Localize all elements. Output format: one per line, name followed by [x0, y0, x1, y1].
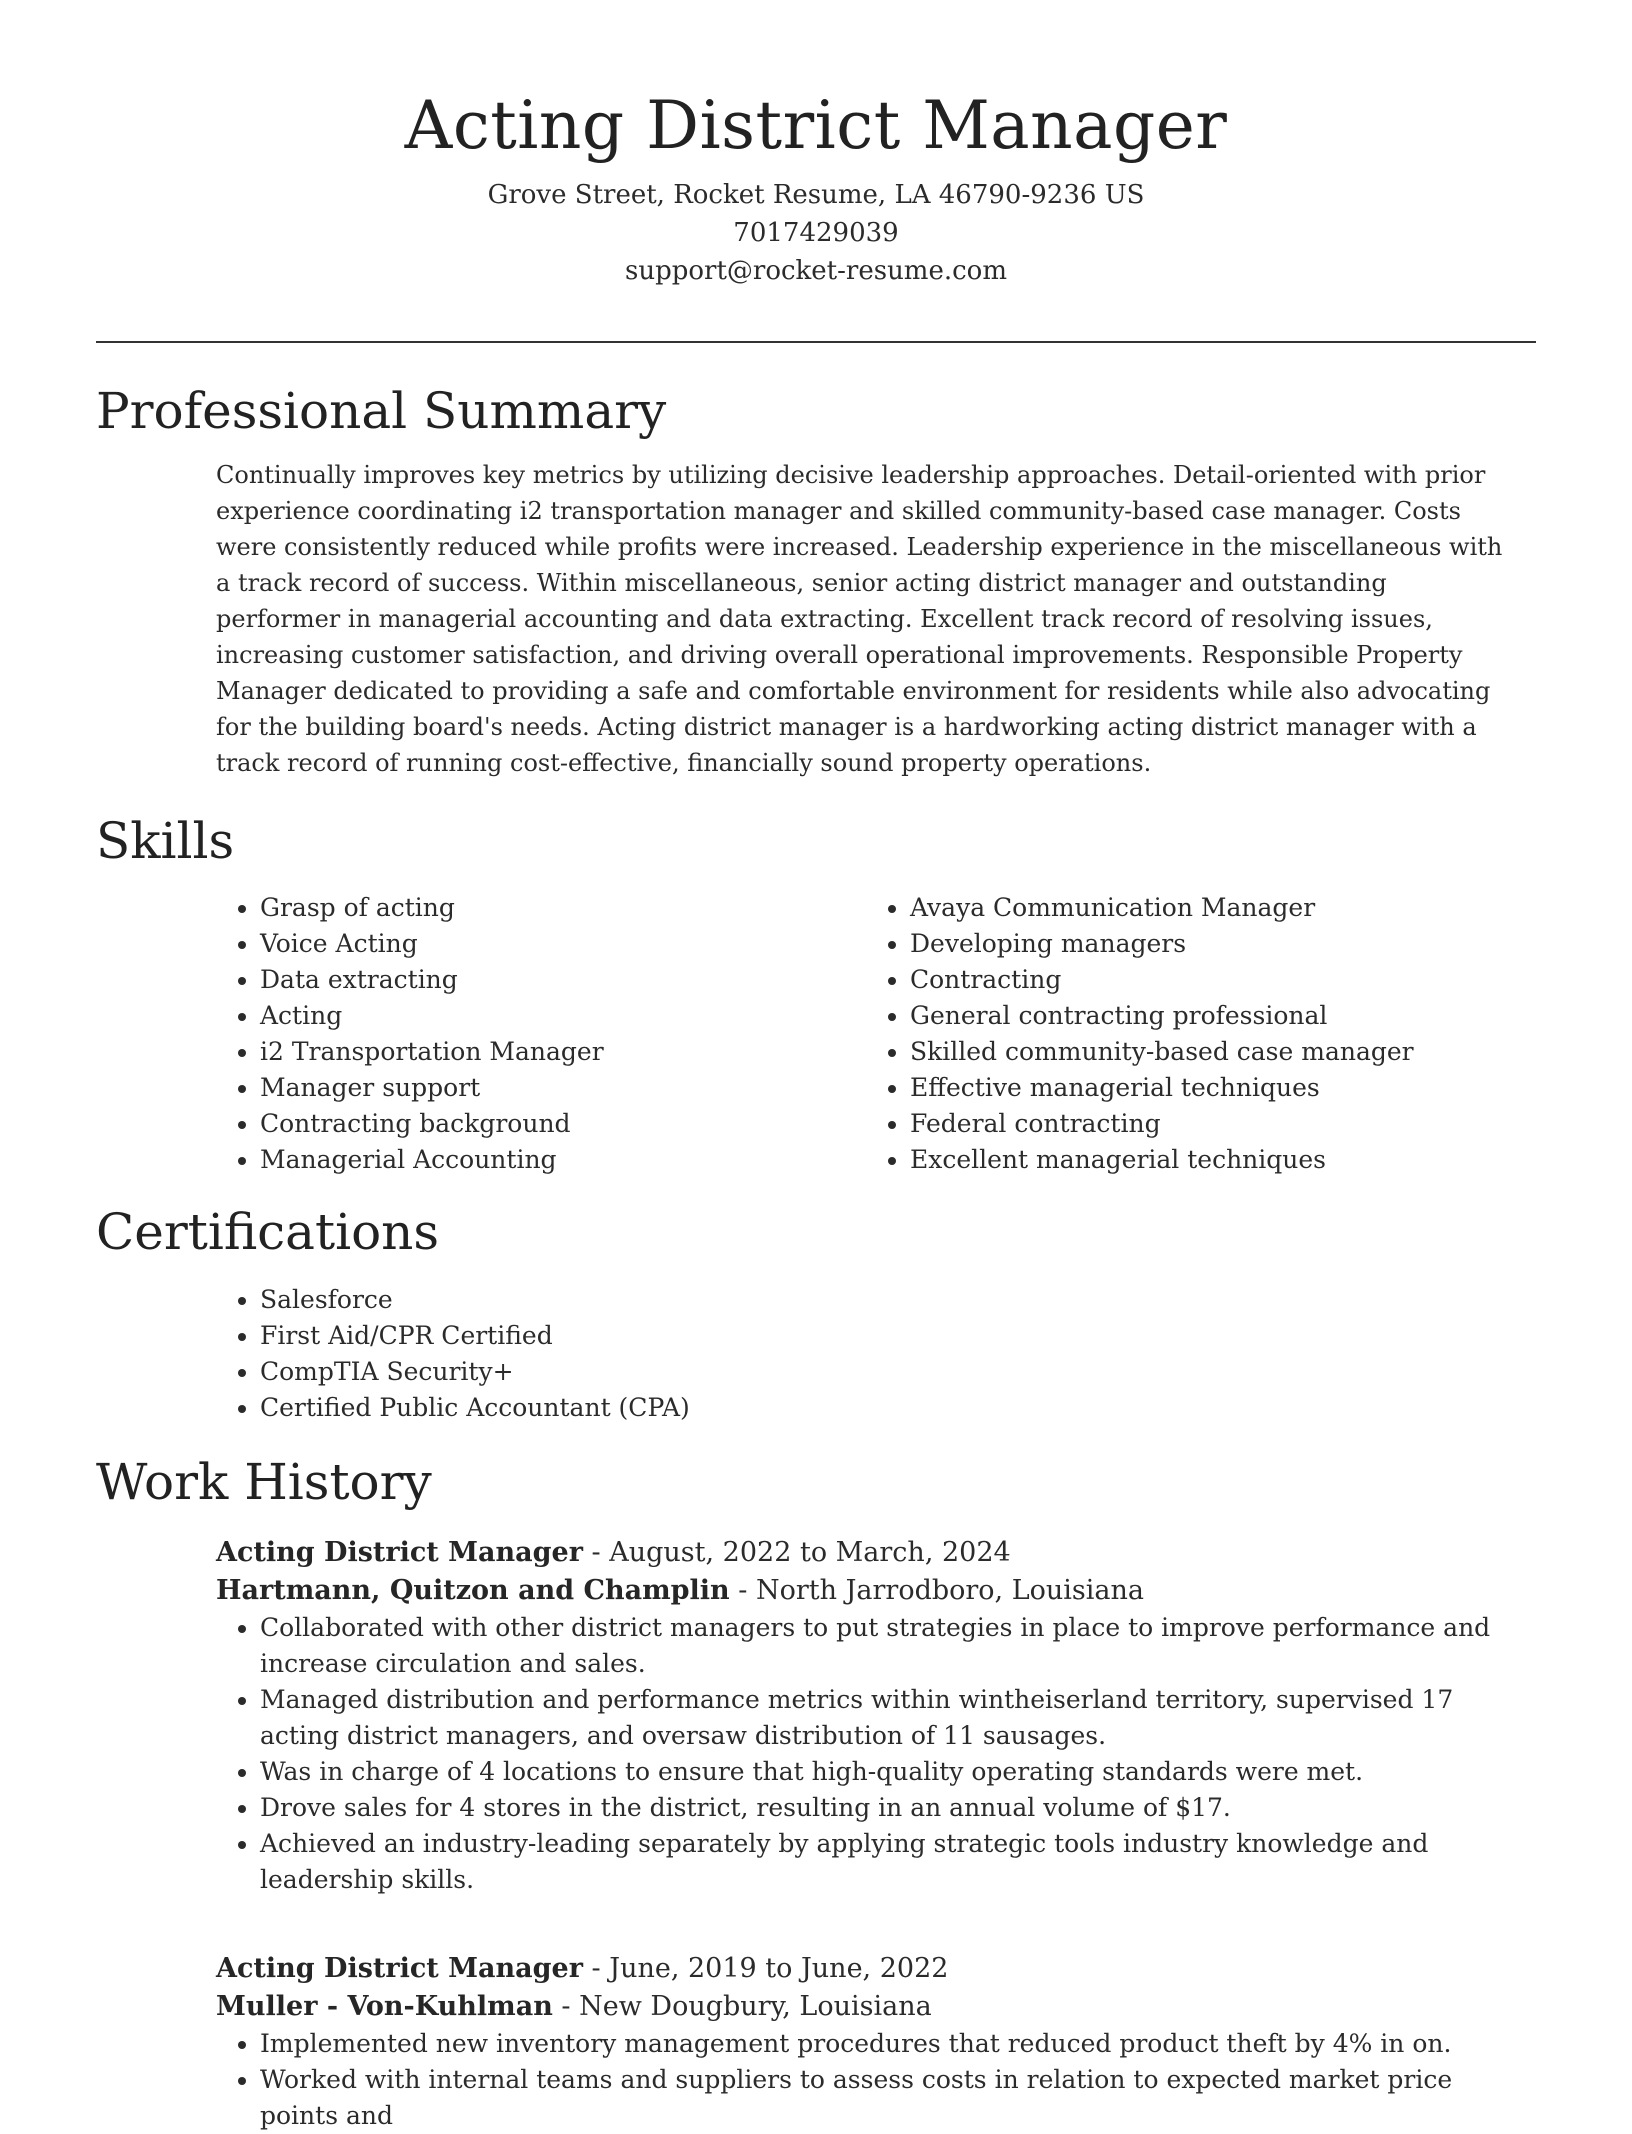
job-entry: [216, 1950, 1516, 2134]
job-bullet: • Managed distribution and performance metrics within wintheiserland territory, supervised 17 acting district managers, and oversaw distribution of 11 sausages.: [260, 1682, 1516, 1754]
skill-item: • Manager support: [260, 1070, 816, 1106]
contact-info: [0, 176, 1632, 290]
contact-phone: 7017429039: [733, 218, 899, 248]
job-location: - North Jarrodboro, Louisiana: [729, 1575, 1145, 1606]
skill-item: • Data extracting: [260, 962, 816, 998]
skill-item: • Avaya Communication Manager: [910, 890, 1526, 926]
certifications-block: [216, 1282, 1116, 1426]
skill-item: • Skilled community-based case manager: [910, 1034, 1526, 1070]
skills-list-right: [866, 890, 1526, 1178]
candidate-name: Acting District Manager: [404, 87, 1228, 164]
job-bullets: [216, 2026, 1516, 2134]
job-dates: - June, 2019 to June, 2022: [582, 1953, 949, 1984]
skill-item: • Effective managerial techniques: [910, 1070, 1526, 1106]
skill-item: • i2 Transportation Manager: [260, 1034, 816, 1070]
job-title: Acting District Manager: [216, 1953, 583, 1984]
job-bullet: • Was in charge of 4 locations to ensure that high-quality operating standards were met.: [260, 1754, 1516, 1790]
job-title-line: [216, 1950, 1516, 1988]
skills-column-left: [216, 890, 816, 1178]
job-bullet: • Collaborated with other district managers to put strategies in place to improve performance and increase circulation and sales.: [260, 1610, 1516, 1682]
certification-item: • CompTIA Security+: [260, 1354, 1116, 1390]
summary-heading: Professional Summary: [96, 382, 667, 440]
job-dates: - August, 2022 to March, 2024: [582, 1537, 1011, 1568]
contact-email: support@rocket-resume.com: [624, 256, 1007, 286]
skill-item: • Grasp of acting: [260, 890, 816, 926]
job-bullet: • Achieved an industry-leading separately by applying strategic tools industry knowledge and leadership skills.: [260, 1826, 1516, 1898]
certifications-list: [216, 1282, 1116, 1426]
skills-list-left: [216, 890, 816, 1178]
summary-text: Continually improves key metrics by utilizing decisive leadership approaches. Detail-oriented with prior experience coordinating i2 transportation manager and skilled community-based case manager. Costs were consistently reduced while profits were increased. Leadership experience in the miscellaneous with a track record of success. Within miscellaneous, senior acting district manager and outstanding performer in managerial accounting and data extracting. Excellent track record of resolving issues, increasing customer satisfaction, and driving overall operational improvements. Responsible Property Manager dedicated to providing a safe and comfortable environment for residents while also advocating for the building board's needs. Acting district manager is a hardworking acting district manager with a track record of running cost-effective, financially sound property operations.: [216, 461, 1503, 777]
skill-item: • Contracting background: [260, 1106, 816, 1142]
job-bullet: • Worked with internal teams and suppliers to assess costs in relation to expected market price points and: [260, 2062, 1516, 2134]
skills-heading: Skills: [96, 812, 235, 870]
resume-header: [0, 0, 1632, 290]
certification-item: • Certified Public Accountant (CPA): [260, 1390, 1116, 1426]
skill-item: • Developing managers: [910, 926, 1526, 962]
certifications-heading: Certifications: [96, 1203, 440, 1261]
job-bullet: • Implemented new inventory management procedures that reduced product theft by 4% in on.: [260, 2026, 1516, 2062]
job-bullets: [216, 1610, 1516, 1898]
job-bullet: • Drove sales for 4 stores in the district, resulting in an annual volume of $17.: [260, 1790, 1516, 1826]
skill-item: • Federal contracting: [910, 1106, 1526, 1142]
job-company: Hartmann, Quitzon and Champlin: [216, 1575, 730, 1606]
header-divider: [96, 341, 1536, 343]
job-title: Acting District Manager: [216, 1537, 583, 1568]
skill-item: • Managerial Accounting: [260, 1142, 816, 1178]
skills-column-right: [866, 890, 1526, 1178]
job-title-line: [216, 1534, 1516, 1572]
certification-item: • First Aid/CPR Certified: [260, 1318, 1116, 1354]
job-entry: [216, 1534, 1516, 1898]
skill-item: • General contracting professional: [910, 998, 1526, 1034]
skill-item: • Acting: [260, 998, 816, 1034]
skill-item: • Contracting: [910, 962, 1526, 998]
contact-address: Grove Street, Rocket Resume, LA 46790-9236 US: [487, 180, 1145, 210]
job-location: - New Dougbury, Louisiana: [552, 1991, 932, 2022]
skill-item: • Voice Acting: [260, 926, 816, 962]
work-history-heading: Work History: [96, 1453, 432, 1511]
job-company-line: [216, 1572, 1516, 1610]
job-company-line: [216, 1988, 1516, 2026]
certification-item: • Salesforce: [260, 1282, 1116, 1318]
job-company: Muller - Von-Kuhlman: [216, 1991, 553, 2022]
skill-item: • Excellent managerial techniques: [910, 1142, 1526, 1178]
